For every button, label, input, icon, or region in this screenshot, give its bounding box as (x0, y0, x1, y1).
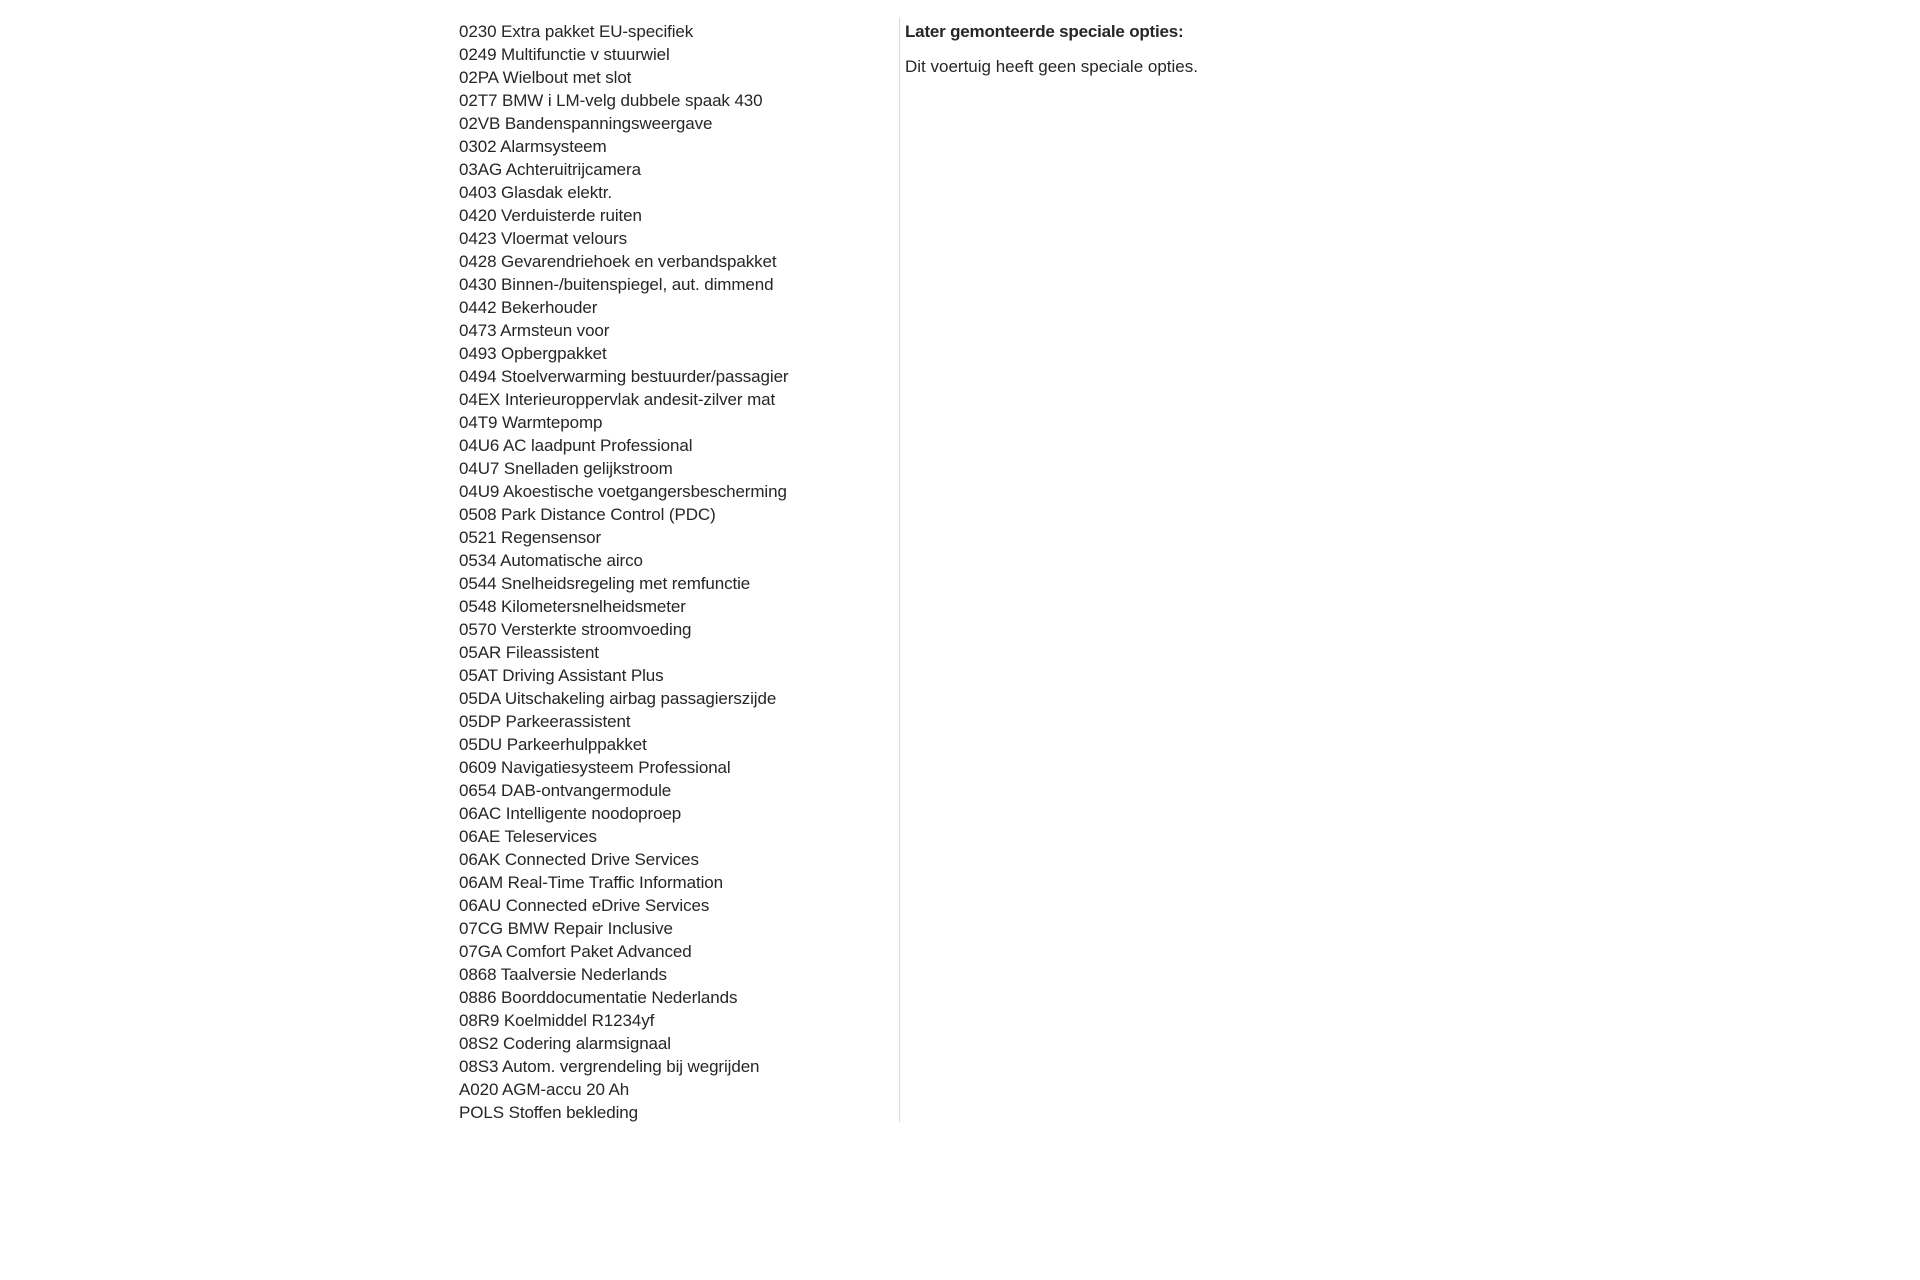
option-item (459, 710, 899, 733)
option-label: Snelheidsregeling met remfunctie (501, 574, 751, 593)
option-item (459, 342, 899, 365)
option-code: 0442 (459, 298, 497, 317)
option-label: Driving Assistant Plus (502, 666, 664, 685)
option-code: 05DA (459, 689, 501, 708)
option-item (459, 779, 899, 802)
column-divider (899, 18, 900, 1122)
option-item (459, 112, 899, 135)
factory-options-column (459, 20, 899, 1124)
option-label: BMW Repair Inclusive (507, 919, 673, 938)
option-item (459, 1055, 899, 1078)
option-code: 05DP (459, 712, 501, 731)
option-code: 0420 (459, 206, 497, 225)
option-label: Taalversie Nederlands (500, 965, 667, 984)
option-item (459, 664, 899, 687)
option-code: 02PA (459, 68, 498, 87)
option-label: Fileassistent (505, 643, 599, 662)
option-item (459, 181, 899, 204)
option-item (459, 572, 899, 595)
option-item (459, 848, 899, 871)
option-item (459, 296, 899, 319)
option-label: Stoffen bekleding (508, 1103, 638, 1122)
option-item (459, 20, 899, 43)
option-label: Teleservices (504, 827, 597, 846)
option-item (459, 940, 899, 963)
option-item (459, 250, 899, 273)
option-label: Glasdak elektr. (501, 183, 612, 202)
option-label: Armsteun voor (500, 321, 610, 340)
option-item (459, 480, 899, 503)
option-code: 08S3 (459, 1057, 499, 1076)
option-label: Opbergpakket (501, 344, 607, 363)
option-code: 0493 (459, 344, 497, 363)
option-label: Automatische airco (500, 551, 643, 570)
option-item (459, 1078, 899, 1101)
option-item (459, 411, 899, 434)
option-code: 06AU (459, 896, 502, 915)
option-code: 04U6 (459, 436, 500, 455)
option-code: 0521 (459, 528, 497, 547)
option-label: Park Distance Control (PDC) (501, 505, 716, 524)
option-label: Binnen-/buitenspiegel, aut. dimmend (501, 275, 774, 294)
option-item (459, 457, 899, 480)
option-code: 0570 (459, 620, 497, 639)
option-code: 06AK (459, 850, 501, 869)
option-label: Interieuroppervlak andesit-zilver mat (504, 390, 776, 409)
option-item (459, 687, 899, 710)
option-item (459, 802, 899, 825)
option-label: Wielbout met slot (502, 68, 632, 87)
option-item (459, 319, 899, 342)
option-item (459, 756, 899, 779)
option-label: Warmtepomp (501, 413, 603, 432)
option-code: 0403 (459, 183, 497, 202)
option-code: 07GA (459, 942, 502, 961)
option-code: 06AC (459, 804, 502, 823)
option-code: 0430 (459, 275, 497, 294)
option-label: Snelladen gelijkstroom (503, 459, 673, 478)
option-item (459, 986, 899, 1009)
option-code: 06AM (459, 873, 504, 892)
option-label: Versterkte stroomvoeding (501, 620, 692, 639)
option-label: Navigatiesysteem Professional (501, 758, 731, 777)
option-item (459, 273, 899, 296)
option-item (459, 43, 899, 66)
options-list (459, 20, 899, 1124)
option-item (459, 434, 899, 457)
option-item (459, 595, 899, 618)
option-label: Comfort Paket Advanced (505, 942, 692, 961)
option-code: 0534 (459, 551, 497, 570)
option-code: 04U9 (459, 482, 500, 501)
option-item (459, 1009, 899, 1032)
option-item (459, 825, 899, 848)
option-code: 0230 (459, 22, 497, 41)
option-label: Vloermat velours (501, 229, 627, 248)
option-item (459, 158, 899, 181)
option-item (459, 871, 899, 894)
option-label: Akoestische voetgangersbescherming (502, 482, 787, 501)
option-code: 06AE (459, 827, 501, 846)
option-code: 02T7 (459, 91, 498, 110)
option-code: 02VB (459, 114, 501, 133)
option-label: Connected Drive Services (504, 850, 699, 869)
option-code: 0428 (459, 252, 497, 271)
option-item (459, 1032, 899, 1055)
option-item (459, 917, 899, 940)
option-code: 0423 (459, 229, 497, 248)
option-item (459, 66, 899, 89)
option-code: 0609 (459, 758, 497, 777)
option-code: 0302 (459, 137, 497, 156)
option-label: Regensensor (501, 528, 602, 547)
option-code: 04EX (459, 390, 501, 409)
option-code: 0654 (459, 781, 497, 800)
option-label: Achteruitrijcamera (505, 160, 641, 179)
special-options-title: Later gemonteerde speciale opties: (905, 22, 1184, 41)
option-label: Bandenspanningsweergave (504, 114, 713, 133)
option-item (459, 526, 899, 549)
option-code: 04U7 (459, 459, 500, 478)
option-item (459, 388, 899, 411)
option-item (459, 204, 899, 227)
option-item (459, 733, 899, 756)
option-label: Parkeerassistent (505, 712, 631, 731)
option-label: AGM-accu 20 Ah (502, 1080, 630, 1099)
option-item (459, 135, 899, 158)
option-label: Multifunctie v stuurwiel (501, 45, 670, 64)
option-code: A020 (459, 1080, 499, 1099)
option-code: 0868 (459, 965, 497, 984)
option-label: Autom. vergrendeling bij wegrijden (502, 1057, 760, 1076)
option-item (459, 549, 899, 572)
option-item (459, 1101, 899, 1124)
option-label: Stoelverwarming bestuurder/passagier (501, 367, 789, 386)
option-label: Connected eDrive Services (505, 896, 710, 915)
option-code: 0544 (459, 574, 497, 593)
option-label: Koelmiddel R1234yf (503, 1011, 655, 1030)
option-code: 03AG (459, 160, 503, 179)
special-options-column (905, 20, 1405, 78)
option-item (459, 503, 899, 526)
option-code: 08S2 (459, 1034, 499, 1053)
option-code: 05AT (459, 666, 498, 685)
option-label: Boorddocumentatie Nederlands (501, 988, 738, 1007)
option-label: Alarmsysteem (500, 137, 607, 156)
option-label: Kilometersnelheidsmeter (501, 597, 686, 616)
option-code: 07CG (459, 919, 504, 938)
option-item (459, 641, 899, 664)
option-label: Intelligente noodoproep (505, 804, 682, 823)
option-label: BMW i LM-velg dubbele spaak 430 (501, 91, 763, 110)
option-code: 05DU (459, 735, 503, 754)
option-label: AC laadpunt Professional (502, 436, 693, 455)
option-label: Extra pakket EU-specifiek (501, 22, 694, 41)
option-code: 0494 (459, 367, 497, 386)
option-item (459, 894, 899, 917)
option-item (459, 227, 899, 250)
option-code: 0473 (459, 321, 497, 340)
special-options-text: Dit voertuig heeft geen speciale opties. (905, 57, 1198, 76)
option-label: Parkeerhulppakket (506, 735, 647, 754)
option-code: 05AR (459, 643, 502, 662)
option-label: Bekerhouder (501, 298, 598, 317)
option-code: 0508 (459, 505, 497, 524)
option-label: Uitschakeling airbag passagierszijde (504, 689, 777, 708)
option-code: 0249 (459, 45, 497, 64)
option-code: POLS (459, 1103, 504, 1122)
option-label: Gevarendriehoek en verbandspakket (501, 252, 777, 271)
option-code: 0886 (459, 988, 497, 1007)
option-item (459, 365, 899, 388)
option-code: 0548 (459, 597, 497, 616)
option-label: Real-Time Traffic Information (507, 873, 723, 892)
option-code: 08R9 (459, 1011, 500, 1030)
option-item (459, 89, 899, 112)
option-label: Codering alarmsignaal (502, 1034, 671, 1053)
option-label: DAB-ontvangermodule (501, 781, 672, 800)
option-code: 04T9 (459, 413, 498, 432)
option-item (459, 963, 899, 986)
option-label: Verduisterde ruiten (501, 206, 642, 225)
option-item (459, 618, 899, 641)
